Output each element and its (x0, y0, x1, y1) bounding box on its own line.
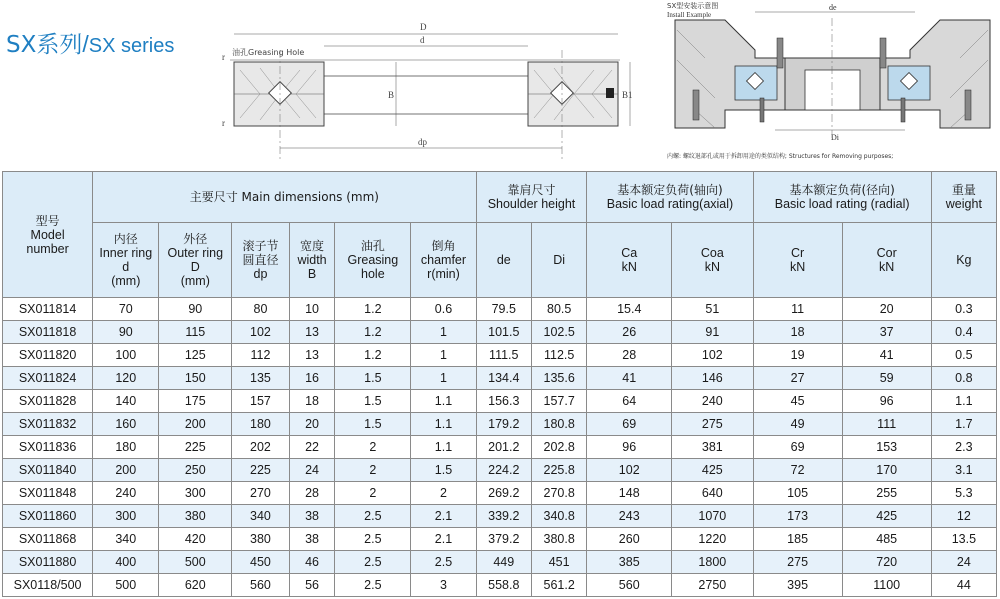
header-outer-ring (159, 223, 232, 298)
table-row (3, 367, 997, 390)
table-cell: 179.2 (476, 413, 531, 436)
table-cell: 51 (672, 298, 753, 321)
table-cell: 240 (672, 390, 753, 413)
table-cell: 13 (289, 344, 335, 367)
table-row (3, 436, 997, 459)
table-cell: 44 (931, 574, 996, 597)
cell-model-number: SX011832 (3, 413, 93, 436)
table-cell: 2.1 (411, 528, 476, 551)
dim-r-label: r (222, 52, 225, 62)
header-kg: Kg (931, 223, 996, 298)
table-cell: 225 (159, 436, 232, 459)
table-cell: 275 (753, 551, 842, 574)
cell-model-number: SX0118/500 (3, 574, 93, 597)
header-axial-en: Basic load rating(axial) (606, 197, 734, 211)
table-cell: 500 (93, 574, 159, 597)
table-cell: 56 (289, 574, 335, 597)
table-cell: 2 (411, 482, 476, 505)
header-weight-cn: 重量 (951, 183, 976, 197)
header-outer-sym: D (190, 260, 200, 274)
table-cell: 340 (232, 505, 290, 528)
table-cell: 450 (232, 551, 290, 574)
table-cell: 41 (842, 344, 931, 367)
table-cell: 80.5 (531, 298, 586, 321)
table-cell: 13 (289, 321, 335, 344)
title-separator: / (82, 31, 89, 57)
header-radial-cn: 基本额定负荷(径向) (789, 183, 895, 197)
table-row (3, 528, 997, 551)
table-cell: 560 (232, 574, 290, 597)
table-cell: 157 (232, 390, 290, 413)
table-cell: 1.1 (411, 390, 476, 413)
header-coa-unit: kN (704, 260, 720, 274)
title-cn: SX系列 (6, 32, 83, 58)
table-cell: 449 (476, 551, 531, 574)
table-cell: 255 (842, 482, 931, 505)
header-cor-unit: kN (879, 260, 895, 274)
table-cell: 1.5 (335, 413, 411, 436)
table-cell: 70 (93, 298, 159, 321)
header-cr-unit: kN (789, 260, 806, 274)
table-cell: 69 (587, 413, 672, 436)
table-cell: 2.3 (931, 436, 996, 459)
table-cell: 0.5 (931, 344, 996, 367)
dim-D-label: D (420, 22, 427, 32)
header-grease-en1: Greasing (347, 253, 399, 267)
table-cell: 111 (842, 413, 931, 436)
table-row (3, 321, 997, 344)
header-inner-unit: (mm) (111, 274, 141, 288)
cell-model-number: SX011868 (3, 528, 93, 551)
table-cell: 1100 (842, 574, 931, 597)
table-cell: 111.5 (476, 344, 531, 367)
cell-model-number: SX011828 (3, 390, 93, 413)
table-cell: 339.2 (476, 505, 531, 528)
cell-model-number: SX011860 (3, 505, 93, 528)
table-cell: 15.4 (587, 298, 672, 321)
table-cell: 90 (93, 321, 159, 344)
table-cell: 5.3 (931, 482, 996, 505)
table-row (3, 551, 997, 574)
table-cell: 0.3 (931, 298, 996, 321)
header-outer-cn: 外径 (183, 232, 208, 246)
table-cell: 200 (93, 459, 159, 482)
header-model (3, 172, 93, 298)
spec-table-body (3, 298, 997, 597)
table-cell: 0.4 (931, 321, 996, 344)
header-shoulder-cn: 靠肩尺寸 (507, 183, 556, 197)
table-cell: 380 (232, 528, 290, 551)
header-inner-cn: 内径 (113, 232, 138, 246)
header-grease-cn: 油孔 (360, 239, 385, 253)
table-cell: 22 (289, 436, 335, 459)
header-outer-unit: (mm) (180, 274, 210, 288)
table-cell: 485 (842, 528, 931, 551)
spec-table (2, 171, 997, 597)
install-caption-cn: SX型安装示意图 (667, 2, 719, 10)
table-cell: 170 (842, 459, 931, 482)
table-cell: 270 (232, 482, 290, 505)
table-cell: 91 (672, 321, 753, 344)
table-cell: 180 (93, 436, 159, 459)
table-cell: 120 (93, 367, 159, 390)
table-cell: 157.7 (531, 390, 586, 413)
table-cell: 379.2 (476, 528, 531, 551)
table-row (3, 390, 997, 413)
table-cell: 270.8 (531, 482, 586, 505)
table-cell: 1.1 (931, 390, 996, 413)
cell-model-number: SX011814 (3, 298, 93, 321)
table-cell: 2.5 (335, 574, 411, 597)
table-cell: 400 (93, 551, 159, 574)
header-inner-en: Inner ring (99, 246, 153, 260)
header-axial-load (587, 172, 753, 223)
table-cell: 11 (753, 298, 842, 321)
table-cell: 1.5 (335, 390, 411, 413)
install-example-drawing (665, 0, 1000, 162)
table-row (3, 574, 997, 597)
header-de: de (476, 223, 531, 298)
header-main-dimensions (93, 172, 476, 223)
table-cell: 10 (289, 298, 335, 321)
table-cell: 28 (289, 482, 335, 505)
table-cell: 180 (232, 413, 290, 436)
header-chamfer-en: chamfer (420, 253, 467, 267)
table-cell: 59 (842, 367, 931, 390)
table-cell: 24 (289, 459, 335, 482)
table-cell: 2.5 (335, 551, 411, 574)
table-cell: 380.8 (531, 528, 586, 551)
table-cell: 3.1 (931, 459, 996, 482)
header-di: Di (531, 223, 586, 298)
cell-model-number: SX011880 (3, 551, 93, 574)
table-cell: 1.5 (411, 459, 476, 482)
table-cell: 558.8 (476, 574, 531, 597)
table-cell: 160 (93, 413, 159, 436)
table-cell: 250 (159, 459, 232, 482)
table-cell: 96 (842, 390, 931, 413)
header-shoulder-en: Shoulder height (487, 197, 576, 211)
table-cell: 0.6 (411, 298, 476, 321)
table-cell: 135.6 (531, 367, 586, 390)
header-cor (842, 223, 931, 298)
install-note: 内螺: 螺纹退部孔或用于拆卸用途的类似结构; Structures for Removing purposes; (667, 153, 894, 160)
table-cell: 243 (587, 505, 672, 528)
dim-B-label: B (388, 90, 395, 100)
table-row (3, 505, 997, 528)
table-cell: 173 (753, 505, 842, 528)
table-cell: 156.3 (476, 390, 531, 413)
table-cell: 381 (672, 436, 753, 459)
table-cell: 275 (672, 413, 753, 436)
table-cell: 1800 (672, 551, 753, 574)
table-cell: 2.5 (411, 551, 476, 574)
header-chamfer (411, 223, 476, 298)
header-coa-sym: Coa (700, 246, 724, 260)
table-cell: 28 (587, 344, 672, 367)
header-model-en2: number (26, 241, 69, 256)
table-row (3, 459, 997, 482)
table-row (3, 482, 997, 505)
table-cell: 1.1 (411, 413, 476, 436)
table-cell: 115 (159, 321, 232, 344)
header-cr-sym: Cr (791, 246, 805, 260)
cell-model-number: SX011848 (3, 482, 93, 505)
header-coa (672, 223, 753, 298)
header-radial-en: Basic load rating (radial) (774, 197, 910, 211)
table-cell: 269.2 (476, 482, 531, 505)
cell-model-number: SX011818 (3, 321, 93, 344)
table-cell: 240 (93, 482, 159, 505)
table-cell: 20 (289, 413, 335, 436)
table-cell: 620 (159, 574, 232, 597)
dim-d-label: d (420, 35, 425, 45)
table-cell: 146 (672, 367, 753, 390)
table-cell: 385 (587, 551, 672, 574)
table-cell: 180.8 (531, 413, 586, 436)
table-cell: 101.5 (476, 321, 531, 344)
table-cell: 3 (411, 574, 476, 597)
table-cell: 720 (842, 551, 931, 574)
table-cell: 19 (753, 344, 842, 367)
table-cell: 96 (587, 436, 672, 459)
table-cell: 46 (289, 551, 335, 574)
table-row (3, 298, 997, 321)
header-shoulder-height (476, 172, 587, 223)
table-cell: 38 (289, 505, 335, 528)
table-cell: 69 (753, 436, 842, 459)
header-width-cn: 宽度 (300, 239, 325, 253)
table-cell: 72 (753, 459, 842, 482)
table-cell: 500 (159, 551, 232, 574)
table-cell: 225.8 (531, 459, 586, 482)
header-inner-ring (93, 223, 159, 298)
header-chamfer-cn: 倒角 (431, 239, 456, 253)
table-cell: 45 (753, 390, 842, 413)
table-cell: 560 (587, 574, 672, 597)
table-cell: 2.5 (335, 505, 411, 528)
table-cell: 135 (232, 367, 290, 390)
header-cor-sym: Cor (876, 246, 897, 260)
header-axial-cn: 基本额定负荷(轴向) (617, 183, 723, 197)
table-cell: 2 (335, 436, 411, 459)
table-cell: 102 (232, 321, 290, 344)
greasing-hole-label: 油孔Greasing Hole (232, 48, 305, 57)
header-greasing-hole (335, 223, 411, 298)
table-cell: 425 (842, 505, 931, 528)
table-cell: 80 (232, 298, 290, 321)
table-cell: 1.2 (335, 344, 411, 367)
dim-Di-label: Di (831, 133, 839, 142)
header-ca-unit: kN (621, 260, 637, 274)
cell-model-number: SX011836 (3, 436, 93, 459)
header-chamfer-sym: r(min) (427, 267, 460, 281)
table-cell: 395 (753, 574, 842, 597)
table-cell: 340.8 (531, 505, 586, 528)
header-ca-sym: Ca (621, 246, 638, 260)
table-cell: 0.8 (931, 367, 996, 390)
cell-model-number: SX011820 (3, 344, 93, 367)
table-cell: 175 (159, 390, 232, 413)
table-cell: 18 (753, 321, 842, 344)
table-cell: 1 (411, 321, 476, 344)
header-pitch-diameter (232, 223, 290, 298)
table-cell: 1.1 (411, 436, 476, 459)
header-model-cn: 型号 (35, 213, 60, 228)
table-cell: 425 (672, 459, 753, 482)
dim-r-label-bottom: r (222, 118, 225, 128)
header-pitch-cn1: 滚子节 (242, 239, 279, 253)
table-cell: 1 (411, 367, 476, 390)
table-cell: 37 (842, 321, 931, 344)
table-cell: 49 (753, 413, 842, 436)
table-cell: 1.2 (335, 321, 411, 344)
table-cell: 561.2 (531, 574, 586, 597)
header-width (289, 223, 335, 298)
table-cell: 38 (289, 528, 335, 551)
table-cell: 224.2 (476, 459, 531, 482)
table-cell: 150 (159, 367, 232, 390)
table-cell: 1.5 (335, 367, 411, 390)
title-en: SX series (88, 35, 175, 57)
header-pitch-sym: dp (253, 267, 268, 281)
cell-model-number: SX011840 (3, 459, 93, 482)
table-cell: 102.5 (531, 321, 586, 344)
table-cell: 105 (753, 482, 842, 505)
dim-dp-label: dp (418, 137, 427, 147)
table-cell: 148 (587, 482, 672, 505)
header-inner-sym: d (122, 260, 130, 274)
table-cell: 125 (159, 344, 232, 367)
table-cell: 2.5 (335, 528, 411, 551)
table-cell: 1220 (672, 528, 753, 551)
header-width-en: width (297, 253, 327, 267)
table-cell: 640 (672, 482, 753, 505)
table-cell: 41 (587, 367, 672, 390)
table-cell: 18 (289, 390, 335, 413)
table-cell: 2 (335, 459, 411, 482)
header-pitch-cn2: 圆直径 (242, 253, 279, 267)
table-cell: 1.7 (931, 413, 996, 436)
table-cell: 102 (587, 459, 672, 482)
table-row (3, 344, 997, 367)
table-cell: 16 (289, 367, 335, 390)
table-cell: 300 (159, 482, 232, 505)
table-cell: 380 (159, 505, 232, 528)
header-weight (931, 172, 996, 223)
table-cell: 134.4 (476, 367, 531, 390)
table-cell: 27 (753, 367, 842, 390)
table-cell: 64 (587, 390, 672, 413)
table-cell: 340 (93, 528, 159, 551)
table-cell: 112.5 (531, 344, 586, 367)
page-title (6, 26, 174, 59)
table-cell: 260 (587, 528, 672, 551)
header-weight-en: weight (945, 197, 982, 211)
table-cell: 1.2 (335, 298, 411, 321)
table-cell: 153 (842, 436, 931, 459)
dim-de-label: de (829, 3, 837, 12)
table-cell: 24 (931, 551, 996, 574)
table-cell: 20 (842, 298, 931, 321)
table-cell: 140 (93, 390, 159, 413)
table-cell: 2.1 (411, 505, 476, 528)
header-cr (753, 223, 842, 298)
table-cell: 102 (672, 344, 753, 367)
table-cell: 202.8 (531, 436, 586, 459)
table-cell: 225 (232, 459, 290, 482)
table-cell: 12 (931, 505, 996, 528)
install-caption-en: Install Example (667, 11, 712, 19)
table-cell: 90 (159, 298, 232, 321)
dim-B1-label: B1 (622, 90, 633, 100)
table-cell: 100 (93, 344, 159, 367)
table-cell: 79.5 (476, 298, 531, 321)
table-cell: 2 (335, 482, 411, 505)
table-cell: 112 (232, 344, 290, 367)
table-cell: 300 (93, 505, 159, 528)
table-row (3, 413, 997, 436)
table-cell: 26 (587, 321, 672, 344)
table-cell: 13.5 (931, 528, 996, 551)
header-ca (587, 223, 672, 298)
table-cell: 1 (411, 344, 476, 367)
bearing-cross-section-drawing (220, 10, 640, 160)
cell-model-number: SX011824 (3, 367, 93, 390)
table-cell: 202 (232, 436, 290, 459)
table-cell: 451 (531, 551, 586, 574)
header-radial-load (753, 172, 931, 223)
header-width-sym: B (307, 267, 317, 281)
table-cell: 2750 (672, 574, 753, 597)
table-cell: 1070 (672, 505, 753, 528)
header-main-dimensions-label: 主要尺寸 Main dimensions (mm) (189, 190, 379, 204)
table-cell: 200 (159, 413, 232, 436)
table-cell: 185 (753, 528, 842, 551)
header-outer-en: Outer ring (167, 246, 224, 260)
table-cell: 420 (159, 528, 232, 551)
table-cell: 201.2 (476, 436, 531, 459)
header-model-en1: Model (30, 227, 65, 242)
header-grease-en2: hole (361, 267, 385, 281)
